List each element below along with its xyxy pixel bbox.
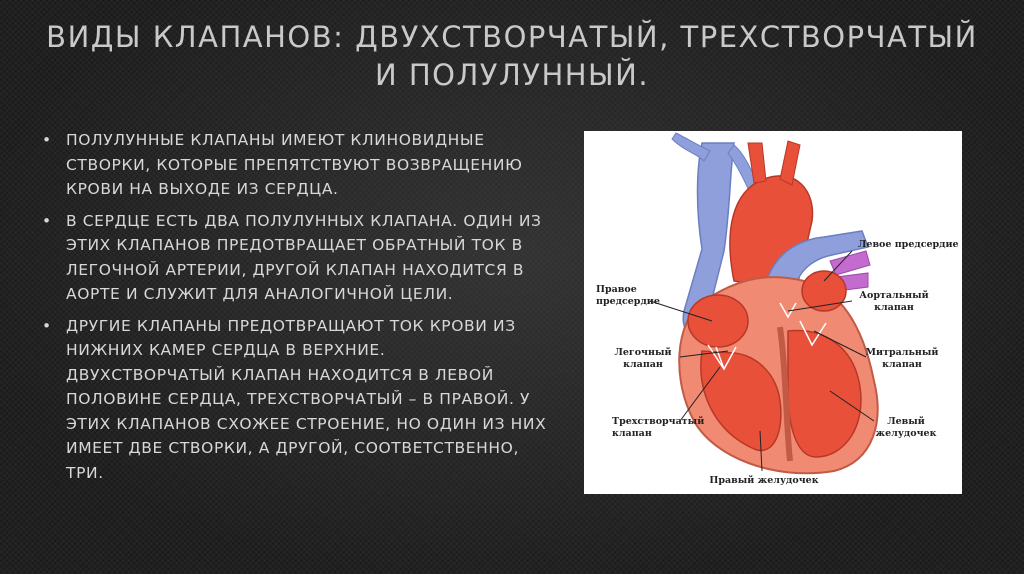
- label-right-ventricle: Правый желудочек: [709, 475, 819, 486]
- label-left-ventricle-line1: Левый: [887, 416, 925, 427]
- bullet-text: ПОЛУЛУННЫЕ КЛАПАНЫ ИМЕЮТ КЛИНОВИДНЫЕ СТВОРКИ, КОТОРЫЕ ПРЕПЯТСТВУЮТ ВОЗВРАЩЕНИЮ КРОВИ НА ВЫХОДЕ ИЗ СЕРДЦА.: [66, 131, 523, 198]
- label-pulmonary-valve-line2: клапан: [623, 359, 663, 370]
- label-left-ventricle-line2: желудочек: [875, 428, 937, 439]
- bullet-item: [40, 314, 550, 486]
- bullet-text: ДРУГИЕ КЛАПАНЫ ПРЕДОТВРАЩАЮТ ТОК КРОВИ ИЗ НИЖНИХ КАМЕР СЕРДЦА В ВЕРХНИЕ. ДВУХСТВОРЧАТЫЙ КЛАПАН НАХОДИТСЯ В ЛЕВОЙ ПОЛОВИНЕ СЕРДЦА, ТРЕХСТВОРЧАТЫЙ – В ПРАВОЙ. У ЭТИХ КЛАПАНОВ СХОЖЕЕ СТРОЕНИЕ, НО ОДИН ИЗ НИХ ИМЕЕТ ДВЕ СТВОРКИ, А ДРУГОЙ, СООТВЕТСТВЕННО, ТРИ.: [66, 316, 547, 482]
- label-aortic-valve-line2: клапан: [874, 302, 914, 313]
- bullet-dot: •: [42, 316, 52, 335]
- bullet-item: [40, 128, 550, 202]
- aorta-branch: [780, 141, 800, 185]
- label-aortic-valve-line1: Аортальный: [859, 290, 929, 301]
- label-right-atrium-line1: Правое: [596, 284, 637, 295]
- bullet-dot: •: [42, 131, 52, 149]
- bullet-dot: •: [42, 211, 52, 230]
- label-right-atrium-line2: предсердие: [596, 296, 660, 307]
- heart-diagram: [584, 131, 962, 494]
- label-pulmonary-valve-line1: Легочный: [614, 347, 672, 358]
- label-mitral-valve-line1: Митральный: [865, 347, 939, 358]
- bullet-item: [40, 209, 550, 307]
- right-atrium: [688, 295, 748, 347]
- label-tricuspid-valve-line1: Трехстворчатый: [612, 416, 705, 427]
- bullet-list: [40, 128, 550, 492]
- label-left-atrium: Левое предсердие: [858, 239, 959, 250]
- slide-title: ВИДЫ КЛАПАНОВ: ДВУХСТВОРЧАТЫЙ, ТРЕХСТВОРЧАТЫЙ И ПОЛУЛУННЫЙ.: [46, 20, 978, 92]
- bullet-text: В СЕРДЦЕ ЕСТЬ ДВА ПОЛУЛУННЫХ КЛАПАНА. ОДИН ИЗ ЭТИХ КЛАПАНОВ ПРЕДОТВРАЩАЕТ ОБРАТНЫЙ ТОК В ЛЕГОЧНОЙ АРТЕРИИ, ДРУГОЙ КЛАПАН НАХОДИТСЯ В АОРТЕ И СЛУЖИТ ДЛЯ АНАЛОГИЧНОЙ ЦЕЛИ.: [66, 211, 542, 303]
- label-tricuspid-valve-line2: клапан: [612, 428, 652, 439]
- label-mitral-valve-line2: клапан: [882, 359, 922, 370]
